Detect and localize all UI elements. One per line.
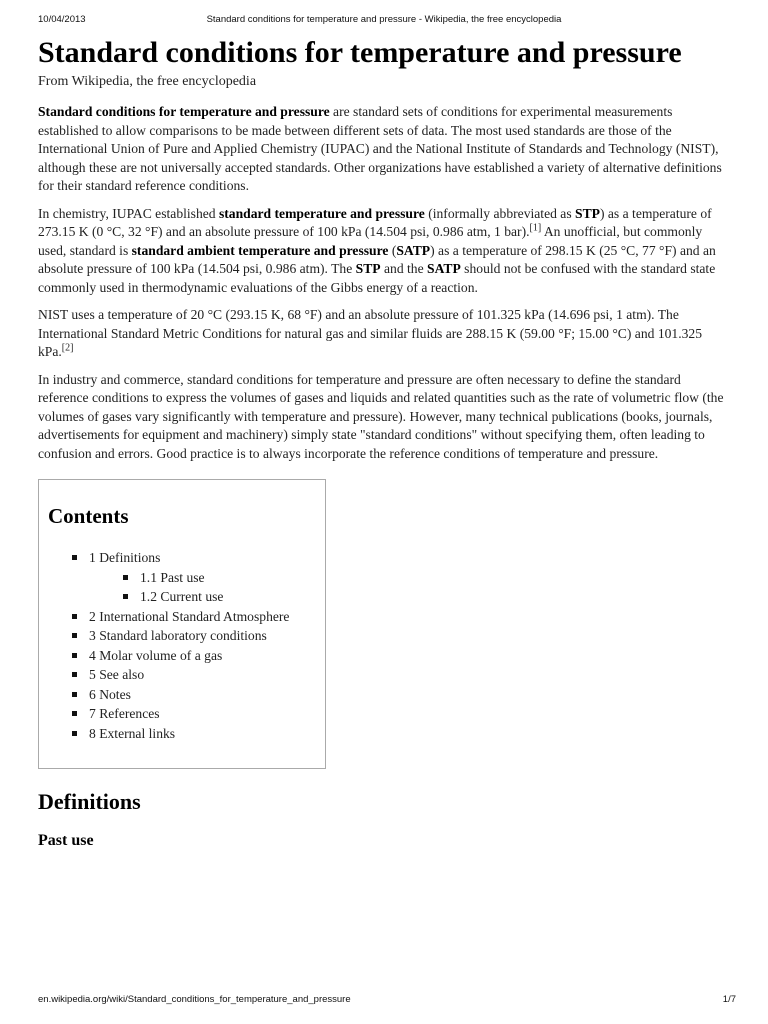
reference-link-2[interactable]: [2] xyxy=(61,342,74,354)
intro-paragraph xyxy=(38,103,728,196)
text-run: ) as a temperature of 298.15 K (25 °C, 77 °F) and an absolute pressure of 100 kPa (14.504 psi, 0.986 atm). The xyxy=(38,242,716,276)
toc-title: Contents xyxy=(48,504,129,528)
intro-text: are standard sets of conditions for experimental measurements established to allow comparisons to be made between different sets of data. The most used standards are those of the International Union of Pure and Applied Chemistry (IUPAC) and the National Institute of Standards and Technology (NIST), although these are not universally accepted standards. Other organizations have established a variety of alternative definitions for their standard reference conditions. xyxy=(38,104,722,193)
reference-link-1[interactable]: [1] xyxy=(529,222,542,234)
page-number: 1/7 xyxy=(722,994,736,1005)
text-run: should not be confused with the standard state commonly used in thermodynamic evaluations of the Gibbs energy of a reaction. xyxy=(38,261,716,295)
term-bold: standard temperature and pressure xyxy=(218,205,425,221)
toc-subitem[interactable]: 1.2 Current use xyxy=(48,587,325,607)
term-bold: STP xyxy=(355,261,381,276)
print-url: en.wikipedia.org/wiki/Standard_conditions_for_temperature_and_pressure xyxy=(38,994,351,1005)
term-bold: SATP xyxy=(396,242,431,258)
text-run: An unofficial, but commonly used, standard is xyxy=(38,224,703,258)
toc-item[interactable]: 3 Standard laboratory conditions xyxy=(48,626,325,646)
text-run: and the xyxy=(380,261,428,276)
toc-list xyxy=(48,548,325,743)
term-bold: STP xyxy=(575,205,600,221)
toc-item[interactable]: 8 External links xyxy=(48,724,325,744)
table-of-contents xyxy=(38,479,326,769)
subsection-heading-past-use: Past use xyxy=(38,832,94,849)
text-run: (informally abbreviated as xyxy=(424,205,576,221)
nist-paragraph xyxy=(38,306,728,362)
toc-subitem[interactable]: 1.1 Past use xyxy=(48,568,325,588)
term-bold: Standard conditions for temperature and pressure xyxy=(38,104,330,119)
page-title: Standard conditions for temperature and pressure xyxy=(38,36,682,69)
term-bold: SATP xyxy=(427,261,461,276)
text-run: NIST uses a temperature of 20 °C (293.15 K, 68 °F) and an absolute pressure of 101.325 kPa (14.696 psi, 1 atm). The International Standard Metric Conditions for natural gas and similar fluids are 288.15 K (59.00 °F; 15.00 °C) and 101.325 kPa. xyxy=(38,307,703,359)
toc-item[interactable]: 5 See also xyxy=(48,665,325,685)
toc-item[interactable]: 4 Molar volume of a gas xyxy=(48,646,325,666)
toc-item[interactable]: 2 International Standard Atmosphere xyxy=(48,607,325,627)
article-content xyxy=(38,34,728,851)
text-run: ( xyxy=(388,242,397,258)
print-header xyxy=(0,14,768,30)
print-page-title: Standard conditions for temperature and pressure - Wikipedia, the free encyclopedia xyxy=(206,14,562,25)
print-date: 10/04/2013 xyxy=(38,14,86,25)
text-run: In chemistry, IUPAC established xyxy=(38,205,219,221)
page-subtitle: From Wikipedia, the free encyclopedia xyxy=(38,74,257,89)
text-run: ) as a temperature of 273.15 K (0 °C, 32 °F) and an absolute pressure of 100 kPa (14.504 psi, 0.986 atm, 1 bar). xyxy=(38,205,712,239)
industry-paragraph: In industry and commerce, standard conditions for temperature and pressure are often necessary to define the standard reference conditions to express the volumes of gases and liquids and related quantities such as the rate of volumetric flow (the volumes of gases vary significantly with temperature and pressure). However, many technical publications (books, journals, advertisements for equipment and machinery) simply state "standard conditions" without specifying them, often leading to confusion and errors. Good practice is to always incorporate the reference conditions of temperature and pressure. xyxy=(38,371,724,461)
section-heading-definitions: Definitions xyxy=(38,789,141,814)
chemistry-paragraph xyxy=(38,205,728,298)
toc-item[interactable]: 1 Definitions xyxy=(48,548,325,568)
toc-item[interactable]: 7 References xyxy=(48,704,325,724)
toc-item[interactable]: 6 Notes xyxy=(48,685,325,705)
term-bold: standard ambient temperature and pressure xyxy=(131,242,389,258)
